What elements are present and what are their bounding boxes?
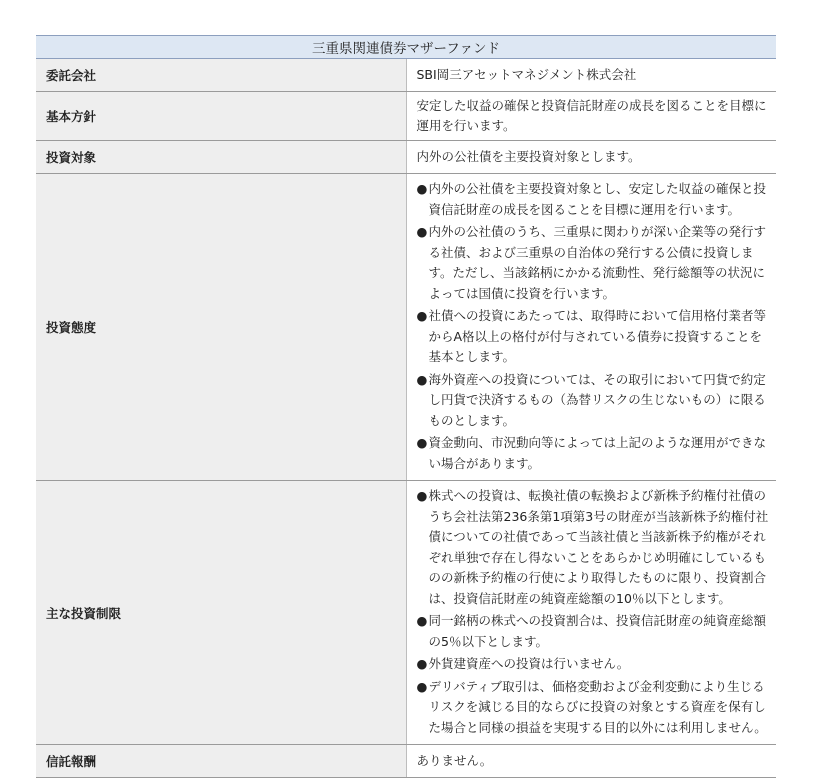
row-label: 委託会社 — [36, 59, 406, 92]
list-item — [417, 654, 771, 675]
list-item — [417, 222, 771, 304]
row-basic-policy — [36, 92, 776, 141]
list-item-text: デリバティブ取引は、価格変動および金利変動により生じるリスクを減じる目的ならびに投資の対象とする資産を保有した場合と同様の損益を実現する目的以外には利用しません。 — [428, 678, 767, 735]
row-value: SBI岡三アセットマネジメント株式会社 — [406, 59, 776, 92]
list-item-text: 外貨建資産への投資は行いません。 — [428, 656, 630, 671]
fund-overview-table — [36, 35, 776, 778]
row-label: 投資態度 — [36, 174, 406, 481]
list-item — [417, 179, 771, 220]
row-trustee-company — [36, 59, 776, 92]
bullet-marker: ● — [416, 488, 428, 503]
row-investment-attitude — [36, 174, 776, 481]
list-item-text: 内外の公社債を主要投資対象とし、安定した収益の確保と投資信託財産の成長を図ることを目標に運用を行います。 — [428, 181, 767, 217]
bullet-list — [417, 179, 771, 474]
bullet-marker: ● — [416, 181, 428, 196]
bullet-marker: ● — [416, 613, 428, 628]
row-value: ありません。 — [406, 745, 776, 778]
bullet-marker: ● — [416, 371, 428, 387]
list-item — [417, 677, 771, 739]
row-value — [406, 481, 776, 745]
bullet-marker: ● — [416, 435, 428, 450]
row-main-investment-restrictions — [36, 481, 776, 745]
bullet-marker: ● — [416, 656, 428, 671]
list-item-text: 内外の公社債のうち、三重県に関わりが深い企業等の発行する社債、および三重県の自治体の発行する公債に投資します。ただし、当該銘柄にかかる流動性、発行総額等の状況によっては国債に投資を行います。 — [428, 224, 767, 301]
row-value: 内外の公社債を主要投資対象とします。 — [406, 141, 776, 174]
row-value — [406, 174, 776, 481]
row-investment-target — [36, 141, 776, 174]
row-label: 信託報酬 — [36, 745, 406, 778]
list-item — [417, 611, 771, 652]
list-item — [417, 370, 771, 432]
bullet-marker: ● — [416, 224, 428, 239]
bullet-marker: ● — [416, 678, 428, 694]
list-item-text: 海外資産への投資については、その取引において円貨で約定し円貨で決済するもの（為替リスクの生じないもの）に限るものとします。 — [428, 371, 766, 428]
list-item — [417, 433, 771, 474]
list-item — [417, 486, 771, 609]
row-label: 主な投資制限 — [36, 481, 406, 745]
row-value: 安定した収益の確保と投資信託財産の成長を図ることを目標に運用を行います。 — [406, 92, 776, 141]
row-label: 基本方針 — [36, 92, 406, 141]
list-item — [417, 306, 771, 368]
bullet-list — [417, 486, 771, 738]
list-item-text: 同一銘柄の株式への投資割合は、投資信託財産の純資産総額の5％以下とします。 — [428, 613, 767, 649]
fund-title: 三重県関連債券マザーファンド — [36, 36, 776, 59]
list-item-text: 株式への投資は、転換社債の転換および新株予約権付社債のうち会社法第236条第1項第3号の財産が当該新株予約権付社債についての社債であって当該社債と当該新株予約権がそれぞれ単独で存在し得ないことをあらかじめ明確にしているものの新株予約権の行使により取得したものに限り、投資割合は、投資信託財産の純資産総額の10％以下とします。 — [428, 488, 769, 606]
list-item-text: 資金動向、市況動向等によっては上記のような運用ができない場合があります。 — [428, 435, 767, 471]
row-label: 投資対象 — [36, 141, 406, 174]
list-item-text: 社債への投資にあたっては、取得時において信用格付業者等からA格以上の格付が付与されている債券に投資することを基本とします。 — [428, 308, 767, 364]
title-row — [36, 36, 776, 59]
bullet-marker: ● — [416, 308, 428, 323]
row-trust-fee — [36, 745, 776, 778]
